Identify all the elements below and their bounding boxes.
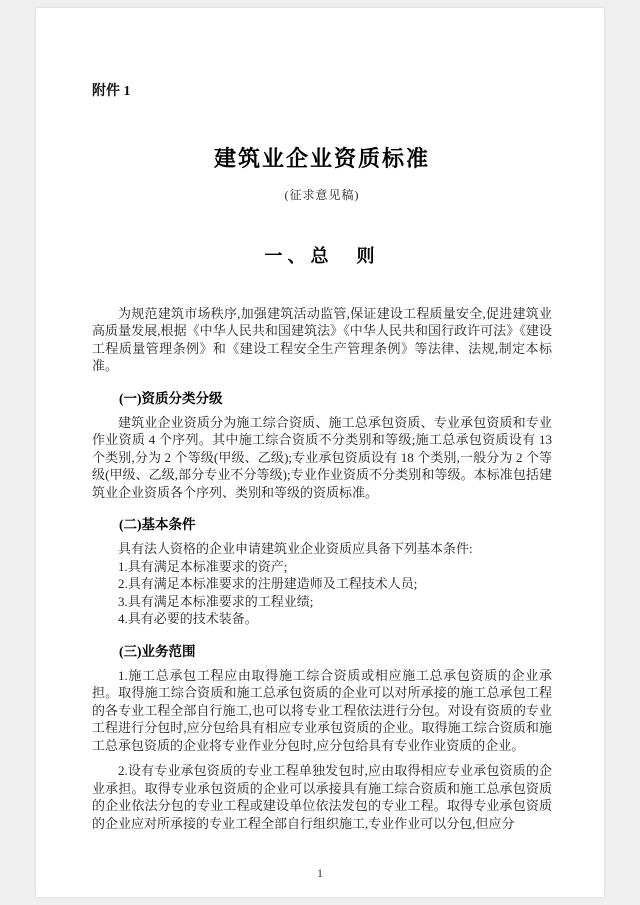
basic-conditions-intro: 具有法人资格的企业申请建筑业企业资质应具备下列基本条件: [118,541,473,557]
classification-paragraph: 建筑业企业资质分为施工综合资质、施工总承包资质、专业承包资质和专业作业资质 4 个序列。其中施工综合资质不分类别和等级;施工总承包资质设有 13 个类别,分为 2 个等级(甲级、乙级);专业承包资质设有 18 个类别,一般分为 2 个等级(甲级、乙级,部分专业不分等级);专业作业资质不分类别和等级。本标准包括建筑业企业资质各个序列、类别和等级的资质标准。 [92,414,552,500]
document-subtitle: (征求意见稿) [284,188,360,203]
basic-condition-item-1: 1.具有满足本标准要求的资产; [118,558,288,574]
business-scope-paragraph-2: 2.设有专业承包资质的专业工程单独发包时,应由取得相应专业承包资质的企业承担。取得专业承包资质的企业可以承接具有施工综合资质和施工总承包资质的企业依法分包的专业工程或建设单位依法发包的专业工程。取得专业承包资质的企业应对所承接的专业工程全部自行组织施工,专业作业可以分包,但应分 [92,763,552,831]
basic-condition-item-2: 2.具有满足本标准要求的注册建造师及工程技术人员; [118,576,418,592]
subsection-heading-basic-conditions: (二)基本条件 [119,517,196,533]
attachment-label: 附件 1 [92,84,131,99]
subsection-heading-business-scope: (三)业务范围 [119,643,196,659]
subsection-heading-classification: (一)资质分类分级 [119,390,223,406]
intro-paragraph: 为规范建筑市场秩序,加强建筑活动监管,保证建设工程质量安全,促进建筑业高质量发展,根据《中华人民共和国建筑法》《中华人民共和国行政许可法》《建设工程质量管理条例》和《建设工程安全生产管理条例》等法律、法规,制定本标准。 [92,305,552,374]
document-title: 建筑业企业资质标准 [213,145,430,171]
basic-condition-item-3: 3.具有满足本标准要求的工程业绩; [118,593,314,609]
basic-condition-item-4: 4.具有必要的技术装备。 [118,611,258,627]
document-page [36,8,604,897]
chapter-heading: 一、总 则 [264,246,380,267]
page-number: 1 [317,866,323,880]
business-scope-paragraph-1: 1.施工总承包工程应由取得施工综合资质或相应施工总承包资质的企业承担。取得施工综合资质和施工总承包资质的企业可以对所承接的施工总承包工程的各专业工程全部自行施工,也可以将专业工程依法进行分包。对设有资质的专业工程进行分包时,应分包给具有相应专业承包资质的企业。取得施工综合资质和施工总承包资质的企业将专业作业分包时,应分包给具有专业作业资质的企业。 [92,667,552,753]
